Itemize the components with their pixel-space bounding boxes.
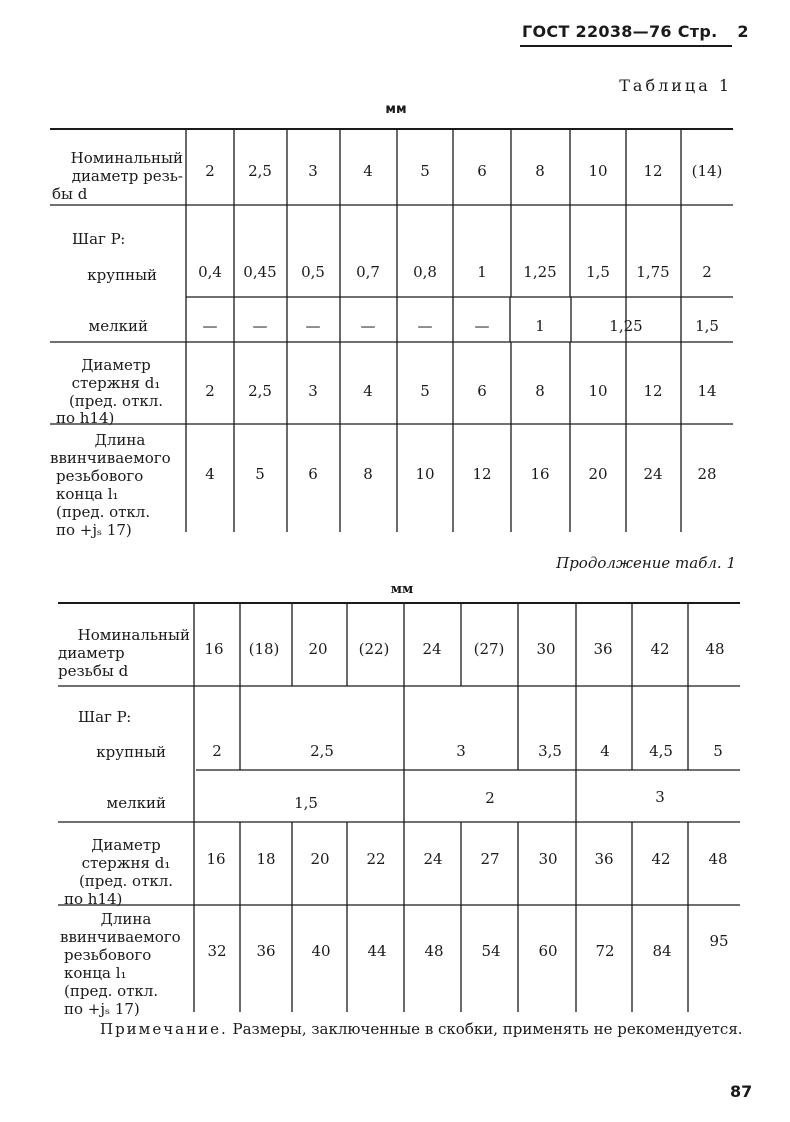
t2-coarse-cell: 4 [600,742,610,760]
t1-nominal-cell: 10 [588,162,608,180]
t1-length-cell: 8 [363,465,373,483]
t2-coarse-cell: 2 [212,742,222,760]
t1-label-coarse: крупный [87,266,157,284]
t1-coarse-cell: 1,25 [523,263,557,281]
t1-label-length-2: ввинчиваемого [50,449,171,467]
t1-label-length-3: резьбового [56,467,144,485]
t1-fine-cell: — [305,317,321,335]
t1-label-rod-3: (пред. откл. [68,392,164,410]
t2-label-rod-1: Диаметр [91,836,161,854]
gost-code: ГОСТ 22038—76 [522,22,672,41]
t1-length-cell: 28 [697,465,717,483]
t1-coarse-cell: 0,45 [243,263,277,281]
t2-fine-cell: 2 [485,789,495,807]
t1-rod-cell: 6 [477,382,487,400]
t1-nominal-cell: 2 [205,162,215,180]
t1-label-rod-1: Диаметр [81,356,151,374]
t1-rod-cell: 3 [308,382,318,400]
t2-nominal-cell: 24 [422,640,442,658]
t2-nominal-cell: 30 [536,640,556,658]
t2-length-cell: 40 [311,942,331,960]
t1-coarse-cell: 0,5 [301,263,325,281]
t2-length-cell: 84 [652,942,672,960]
t2-fine-row [294,788,665,812]
t1-coarse-cell: 1 [477,263,487,281]
t1-nominal-cell: 5 [420,162,430,180]
t2-rod-cell: 30 [538,850,558,868]
header-page-number: 2 [737,22,749,41]
t2-length-cell: 48 [424,942,444,960]
t2-nominal-cell: 20 [308,640,328,658]
t2-label-rod-2: стержня d₁ [81,854,171,872]
t2-fine-cell: 1,5 [294,794,318,812]
t2-fine-cell: 3 [655,788,665,806]
t1-length-cell: 20 [588,465,608,483]
t2-nominal-cell: 36 [593,640,613,658]
t1-label-nominal-1: Номинальный [70,149,183,167]
t2-label-length-3: резьбового [64,946,152,964]
t1-nominal-cell: 2,5 [248,162,272,180]
page-label: Стр. [677,22,718,41]
t2-nominal-cell: 16 [204,640,224,658]
t2-label-nominal-2: диаметр [58,644,125,662]
t1-nominal-cell: 6 [477,162,487,180]
t1-label-rod-4: по h14) [56,409,115,427]
t2-length-cell: 32 [207,942,227,960]
t2-length-cell: 95 [709,932,729,950]
t1-fine-cell: — [360,317,376,335]
t1-length-cell: 6 [308,465,318,483]
t2-length-cell: 60 [538,942,558,960]
t2-rod-cell: 24 [423,850,443,868]
t1-label-length-5: (пред. откл. [56,503,151,521]
t1-fine-cell: — [252,317,268,335]
t1-rod-cell: 5 [420,382,430,400]
t1-label-pitch: Шаг P: [72,230,126,248]
t2-nominal-cell: 42 [650,640,670,658]
t1-fine-cell: — [417,317,433,335]
t1-label-nominal-2: диаметр резь- [71,167,183,185]
t2-length-cell: 44 [367,942,387,960]
t1-rod-cell: 2 [205,382,215,400]
t1-label-length-6: по +jₛ 17) [56,521,132,539]
t2-coarse-cell: 4,5 [649,742,673,760]
t1-label-fine: мелкий [88,317,148,335]
t1-nominal-row [205,162,722,180]
t1-fine-cell: — [202,317,218,335]
t1-nominal-cell: (14) [691,162,723,180]
t1-label-nominal-3: бы d [52,185,88,203]
t1-coarse-cell: 1,5 [586,263,610,281]
t2-label-fine: мелкий [106,794,166,812]
t1-length-cell: 5 [255,465,265,483]
table-2-title: Продолжение табл. 1 [556,554,736,572]
t2-nominal-cell: (18) [248,640,280,658]
t2-length-row [207,932,728,960]
t1-fine-cell: — [474,317,490,335]
t2-label-length-1: Длина [100,910,152,928]
t1-nominal-cell: 3 [308,162,318,180]
t2-rod-cell: 27 [480,850,500,868]
t1-coarse-cell: 0,8 [413,263,437,281]
t1-length-cell: 4 [205,465,215,483]
t2-label-length-6: по +jₛ 17) [64,1000,140,1018]
t1-length-cell: 16 [530,465,550,483]
t2-rod-row [206,850,727,868]
t2-coarse-row [212,742,723,760]
t2-coarse-cell: 2,5 [310,742,334,760]
note-label: Примечание. [100,1020,228,1038]
t1-coarse-cell: 1,75 [636,263,670,281]
table-1-title: Таблица 1 [619,76,732,95]
t2-nominal-cell: (27) [473,640,505,658]
t1-rod-cell: 4 [363,382,373,400]
t2-coarse-cell: 5 [713,742,723,760]
t2-coarse-cell: 3 [456,742,466,760]
t1-rod-cell: 8 [535,382,545,400]
t2-length-cell: 72 [595,942,615,960]
t2-length-cell: 54 [481,942,501,960]
t1-rod-row [205,382,716,400]
t1-coarse-row [198,263,712,281]
t1-row-labels [50,149,183,539]
t2-label-length-2: ввинчиваемого [60,928,181,946]
t2-label-rod-3: (пред. откл. [78,872,174,890]
t1-length-cell: 24 [643,465,663,483]
t2-label-pitch: Шаг P: [78,708,132,726]
t1-coarse-cell: 0,7 [356,263,380,281]
t2-label-coarse: крупный [96,743,166,761]
t1-fine-cell: 1,25 [609,317,643,335]
t1-nominal-cell: 12 [643,162,663,180]
t2-rod-cell: 16 [206,850,226,868]
t2-rod-cell: 48 [708,850,728,868]
t2-nominal-cell: (22) [358,640,390,658]
t1-length-cell: 10 [415,465,435,483]
note-text: Размеры, заключенные в скобки, применять не рекомендуется. [232,1020,743,1038]
t2-rod-cell: 20 [310,850,330,868]
t2-nominal-row [204,640,724,658]
t2-coarse-cell: 3,5 [538,742,562,760]
t1-fine-row [203,317,719,335]
t1-coarse-cell: 2 [702,263,712,281]
table-1-unit: мм [385,102,407,117]
t2-label-length-4: конца l₁ [64,964,127,982]
t2-rod-cell: 42 [651,850,671,868]
t2-rod-cell: 36 [594,850,614,868]
t1-rod-cell: 12 [643,382,663,400]
t1-nominal-cell: 8 [535,162,545,180]
t2-label-length-5: (пред. откл. [64,982,159,1000]
t1-label-length-4: конца l₁ [56,485,119,503]
t1-rod-cell: 14 [697,382,717,400]
t2-label-rod-4: по h14) [64,890,123,908]
t1-rod-cell: 10 [588,382,608,400]
t2-nominal-cell: 48 [705,640,725,658]
t2-rod-cell: 22 [366,850,386,868]
t2-label-nominal-1: Номинальный [77,626,190,644]
table-2-unit: мм [390,582,414,597]
t1-fine-cell: 1 [535,317,545,335]
t1-rod-cell: 2,5 [248,382,272,400]
table-2 [58,582,740,1018]
page-number: 87 [730,1082,753,1101]
t2-rod-cell: 18 [256,850,276,868]
t1-coarse-cell: 0,4 [198,263,222,281]
t1-nominal-cell: 4 [363,162,373,180]
t2-label-nominal-3: резьбы d [58,662,129,680]
note [52,1018,752,1040]
t1-length-cell: 12 [472,465,492,483]
t1-length-row [205,465,716,483]
t1-fine-cell: 1,5 [695,317,719,335]
t2-length-cell: 36 [256,942,276,960]
t1-label-length-1: Длина [94,431,146,449]
t1-label-rod-2: стержня d₁ [71,374,161,392]
table-1 [50,102,733,539]
